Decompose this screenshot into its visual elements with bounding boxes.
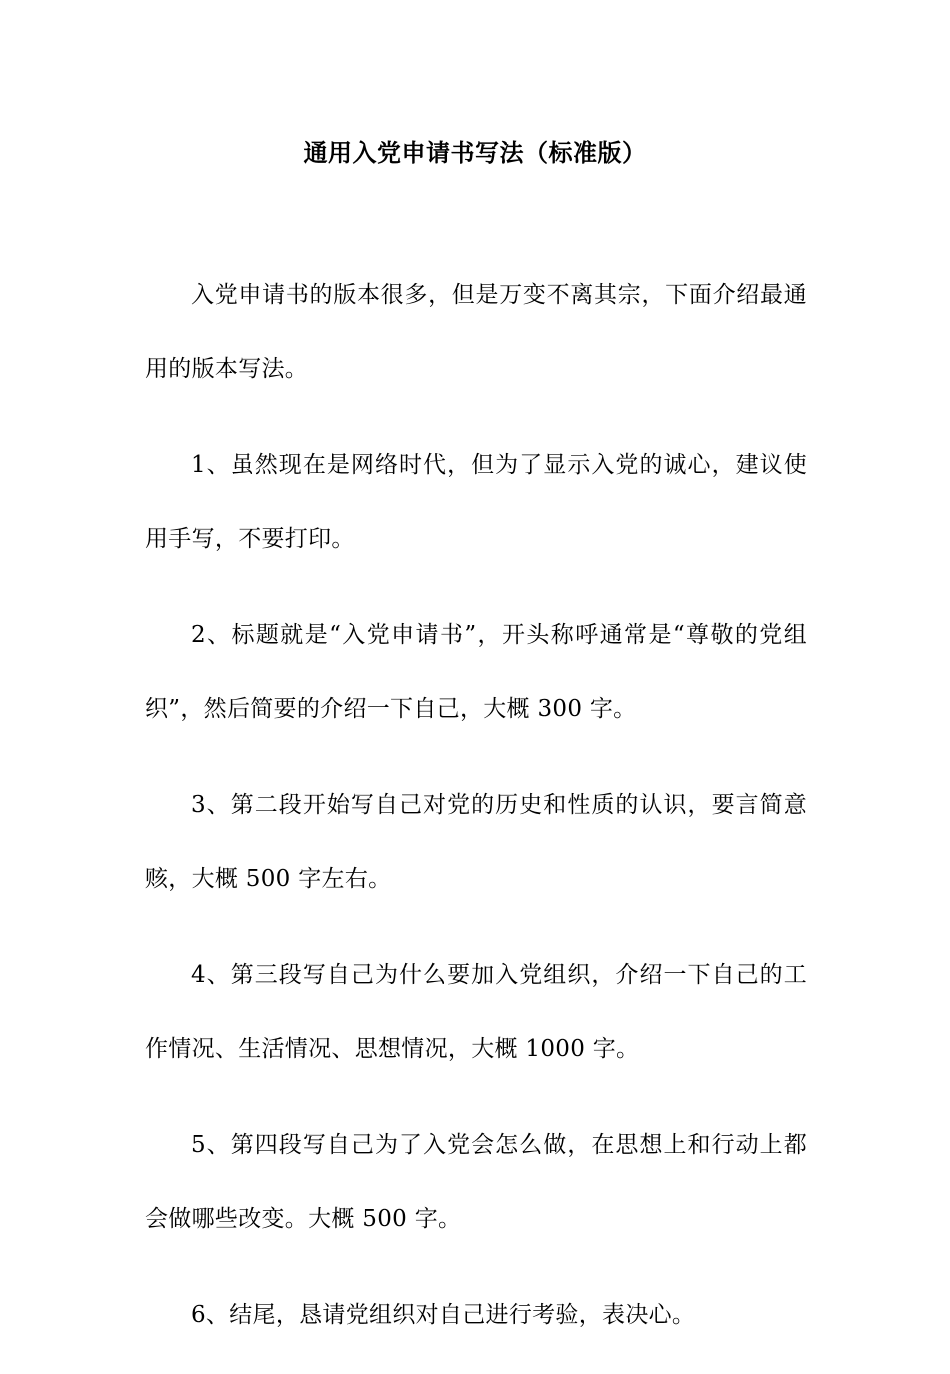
document-body — [145, 258, 807, 1374]
step-2-paragraph: 2、标题就是“入党申请书”，开头称呼通常是“尊敬的党组织”，然后简要的介绍一下自己，大概 300 字。 — [145, 622, 807, 722]
document-title: 通用入党申请书写法（标准版） — [303, 138, 647, 167]
step-1-paragraph: 1、虽然现在是网络时代，但为了显示入党的诚心，建议使用手写，不要打印。 — [145, 452, 807, 552]
step-6-paragraph: 6、结尾，恳请党组织对自己进行考验，表决心。 — [191, 1302, 696, 1328]
step-3-paragraph: 3、第二段开始写自己对党的历史和性质的认识，要言简意赅，大概 500 字左右。 — [145, 792, 807, 892]
intro-paragraph: 入党申请书的版本很多，但是万变不离其宗，下面介绍最通用的版本写法。 — [145, 282, 807, 382]
step-5-paragraph: 5、第四段写自己为了入党会怎么做，在思想上和行动上都会做哪些改变。大概 500 字。 — [145, 1132, 807, 1232]
step-4-paragraph: 4、第三段写自己为什么要加入党组织，介绍一下自己的工作情况、生活情况、思想情况，大概 1000 字。 — [145, 962, 807, 1062]
